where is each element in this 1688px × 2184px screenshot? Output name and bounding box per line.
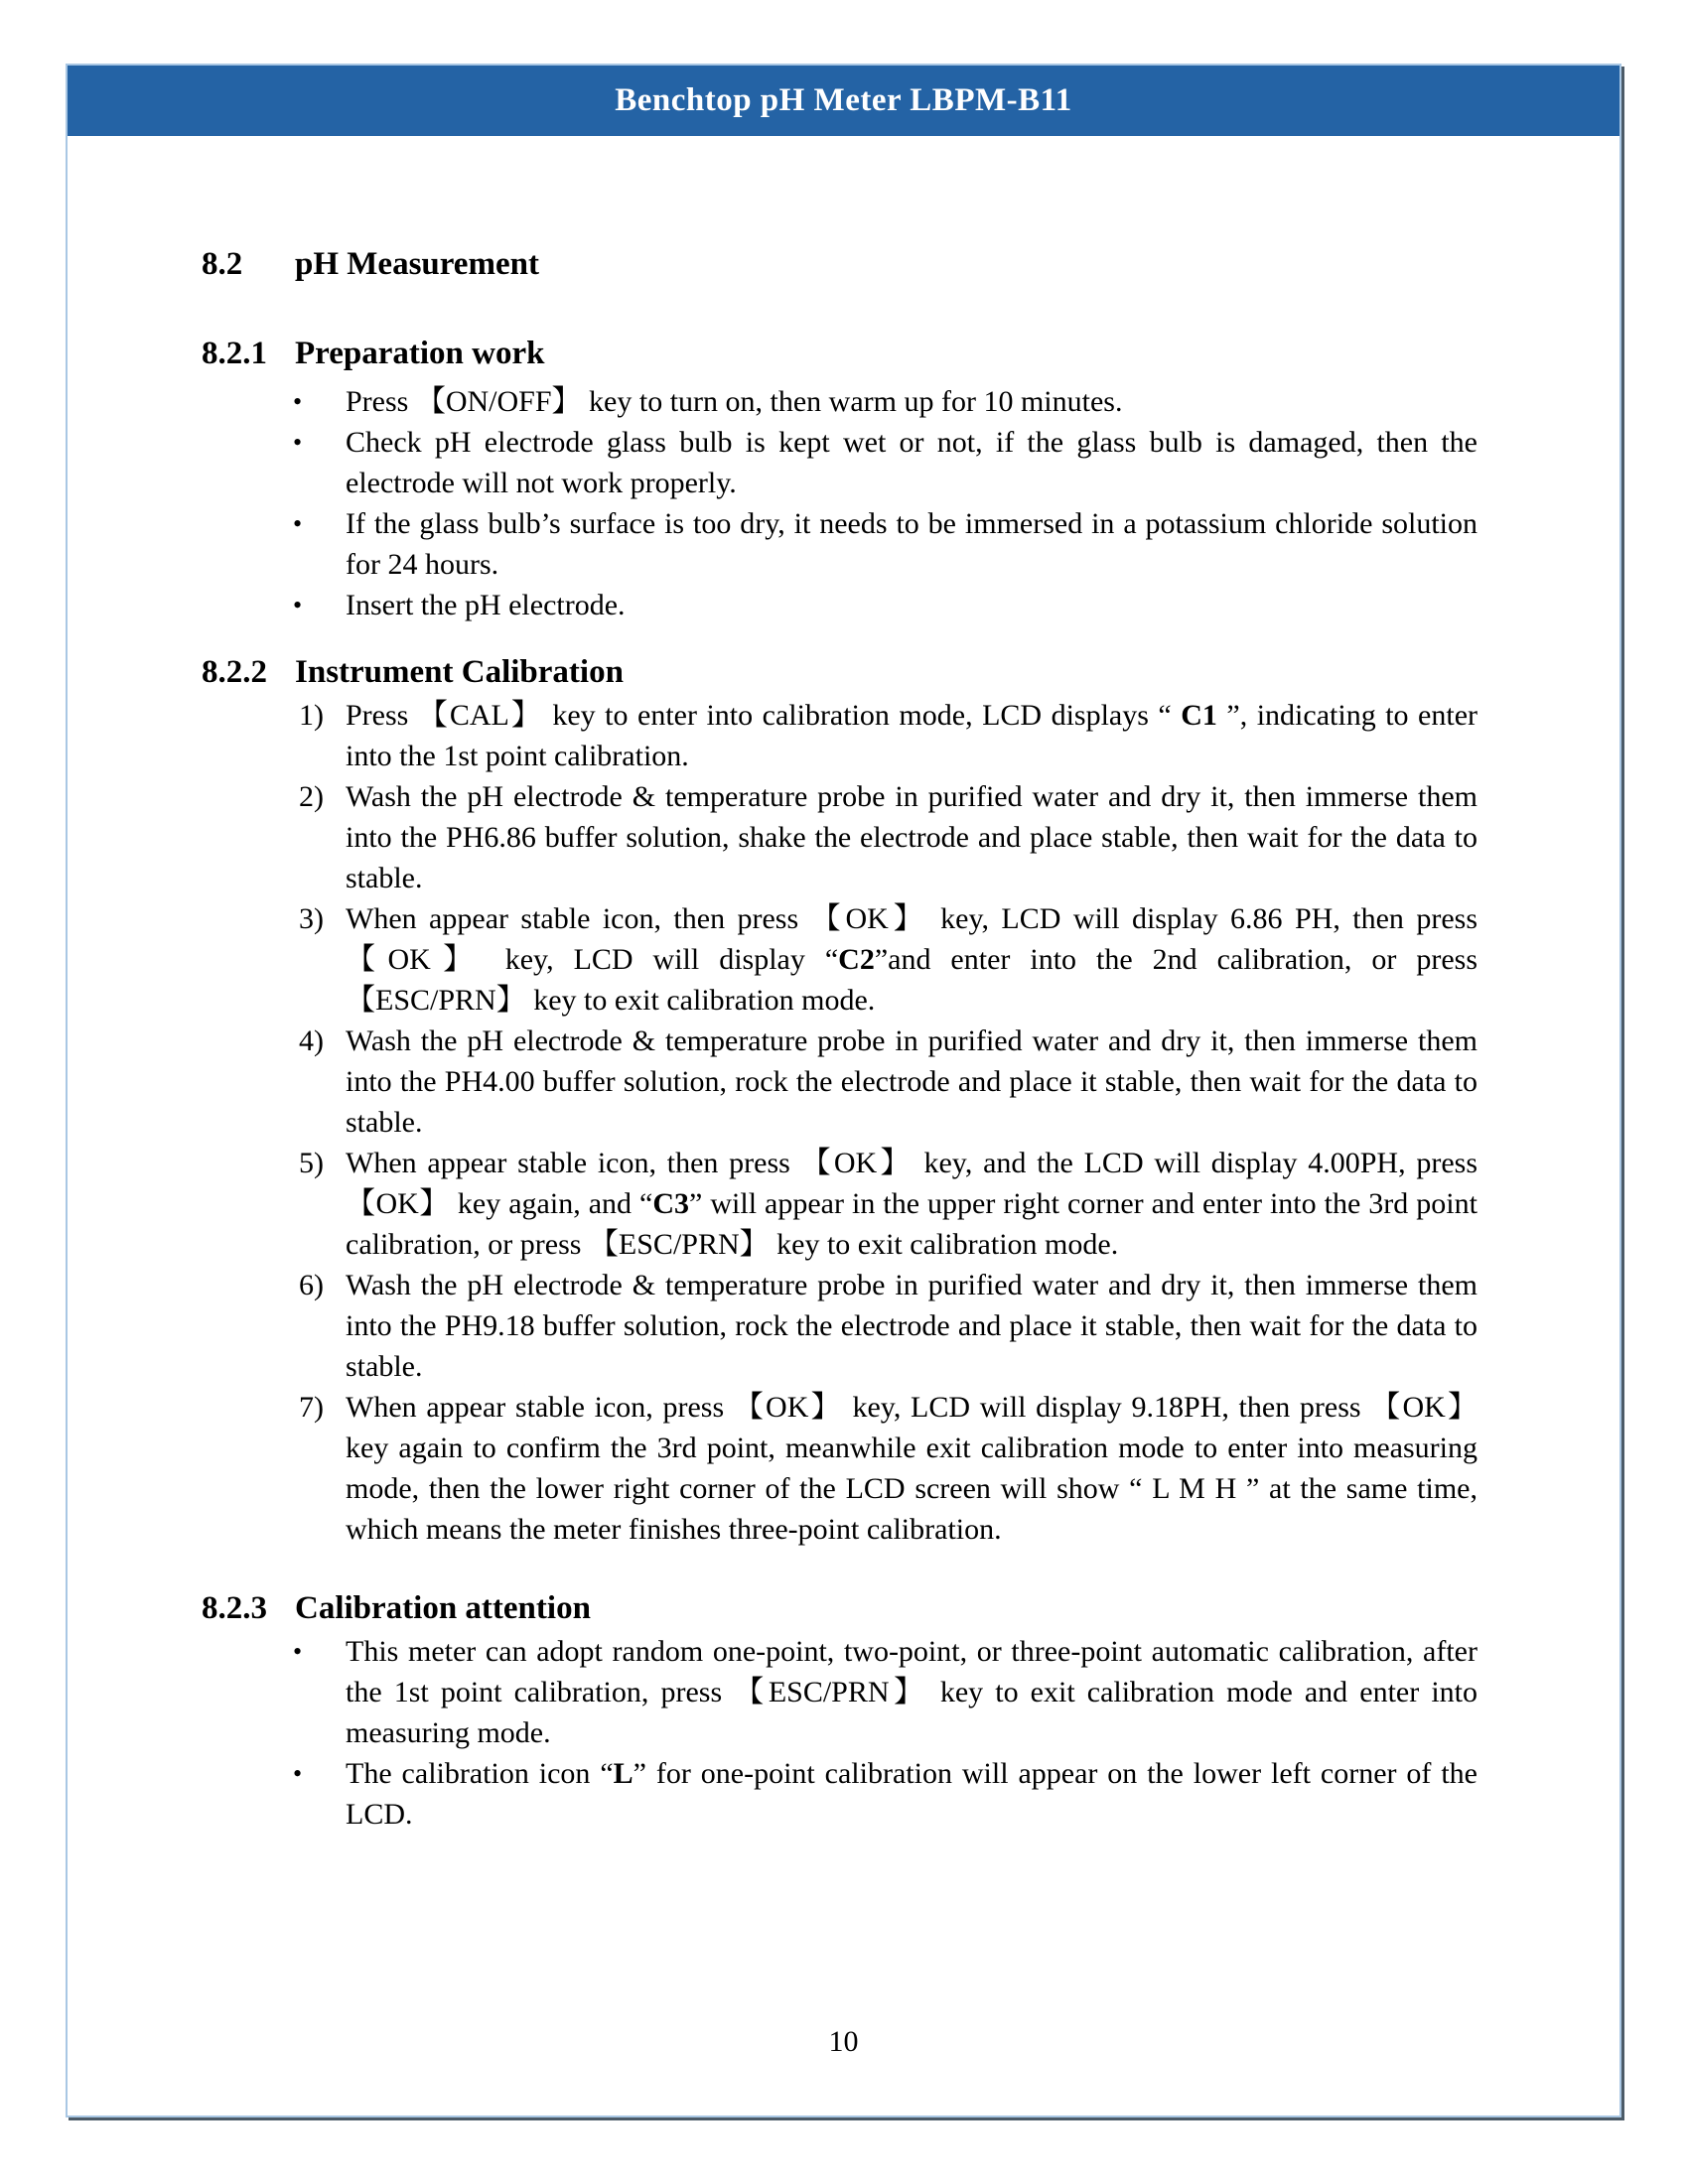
section-title: Instrument Calibration <box>295 654 624 690</box>
list-item-text: Check pH electrode glass bulb is kept wet or not, if the glass bulb is damaged, then the electrode will not work properly. <box>346 426 1477 499</box>
numbered-list-calibration <box>202 695 1477 1550</box>
list-item-text: Press 【ON/OFF】 key to turn on, then warm up for 10 minutes. <box>346 385 1123 418</box>
document-body <box>68 241 1619 1835</box>
list-item-text: Press 【CAL】 key to enter into calibration mode, LCD displays “ C1 ”, indicating to enter into the 1st point calibration. <box>346 699 1477 772</box>
list-item-text: When appear stable icon, then press 【OK】 key, LCD will display 6.86 PH, then press 【OK】 key, LCD will display “C2”and enter into the 2nd calibration, or press 【ESC/PRN】 key to exit calibration mode. <box>346 902 1477 1017</box>
section-heading-8-2 <box>202 241 1477 287</box>
list-number: 2) <box>299 780 324 813</box>
page-frame <box>66 64 1621 2117</box>
section-heading-8-2-1 <box>202 331 1477 376</box>
list-number: 3) <box>299 902 324 935</box>
list-item-text: Wash the pH electrode & temperature probe in purified water and dry it, then immerse them into the PH6.86 buffer solution, shake the electrode and place stable, then wait for the data to stable. <box>346 780 1477 894</box>
list-item <box>202 1021 1477 1143</box>
list-item <box>202 585 1477 625</box>
list-item <box>202 776 1477 898</box>
list-item <box>202 898 1477 1021</box>
section-title: Calibration attention <box>295 1590 591 1626</box>
bullet-marker: • <box>293 428 303 457</box>
list-item-text: This meter can adopt random one-point, two-point, or three-point automatic calibration, after the 1st point calibration, press 【ESC/PRN】 key to exit calibration mode and enter into measuring mode. <box>346 1635 1477 1749</box>
bullet-list-attention <box>202 1631 1477 1835</box>
list-item-text: If the glass bulb’s surface is too dry, it needs to be immersed in a potassium chloride solution for 24 hours. <box>346 507 1477 581</box>
document-title: Benchtop pH Meter LBPM-B11 <box>615 82 1072 118</box>
bullet-marker: • <box>293 509 303 538</box>
list-number: 7) <box>299 1391 324 1424</box>
document-header <box>68 66 1619 136</box>
bullet-marker: • <box>293 387 303 416</box>
list-item <box>202 1631 1477 1753</box>
bullet-list-preparation <box>202 381 1477 625</box>
list-item <box>202 1753 1477 1835</box>
list-number: 6) <box>299 1269 324 1301</box>
section-number: 8.2 <box>202 246 243 282</box>
list-item-text: When appear stable icon, then press 【OK】 key, and the LCD will display 4.00PH, press 【OK】 key again, and “C3” will appear in the upper right corner and enter into the 3rd point calibration, or press 【ESC/PRN】 key to exit calibration mode. <box>346 1147 1477 1261</box>
section-number: 8.2.3 <box>202 1590 267 1626</box>
list-number: 5) <box>299 1147 324 1179</box>
section-heading-8-2-2 <box>202 649 1477 695</box>
section-number: 8.2.1 <box>202 336 267 371</box>
list-number: 1) <box>299 699 324 732</box>
list-item-text: Wash the pH electrode & temperature probe in purified water and dry it, then immerse them into the PH9.18 buffer solution, rock the electrode and place it stable, then wait for the data to stable. <box>346 1269 1477 1383</box>
list-item-text: Insert the pH electrode. <box>346 589 626 621</box>
bullet-marker: • <box>293 591 303 619</box>
page-number: 10 <box>828 2025 859 2058</box>
list-item <box>202 422 1477 503</box>
list-item-text: Wash the pH electrode & temperature probe in purified water and dry it, then immerse them into the PH4.00 buffer solution, rock the electrode and place it stable, then wait for the data to stable. <box>346 1024 1477 1139</box>
section-title: Preparation work <box>295 336 545 371</box>
bullet-marker: • <box>293 1759 303 1788</box>
list-number: 4) <box>299 1024 324 1057</box>
section-title: pH Measurement <box>295 246 539 282</box>
list-item <box>202 1387 1477 1550</box>
list-item <box>202 695 1477 776</box>
section-heading-8-2-3 <box>202 1585 1477 1631</box>
list-item <box>202 503 1477 585</box>
list-item-text: The calibration icon “L” for one-point calibration will appear on the lower left corner of the LCD. <box>346 1757 1477 1831</box>
list-item-text: When appear stable icon, press 【OK】 key, LCD will display 9.18PH, then press 【OK】 key again to confirm the 3rd point, meanwhile exit calibration mode to enter into measuring mode, then the lower right corner of the LCD screen will show “ L M H ” at the same time, which means the meter finishes three-point calibration. <box>346 1391 1477 1546</box>
list-item <box>202 1265 1477 1387</box>
list-item <box>202 381 1477 422</box>
bullet-marker: • <box>293 1637 303 1666</box>
list-item <box>202 1143 1477 1265</box>
section-number: 8.2.2 <box>202 654 267 690</box>
